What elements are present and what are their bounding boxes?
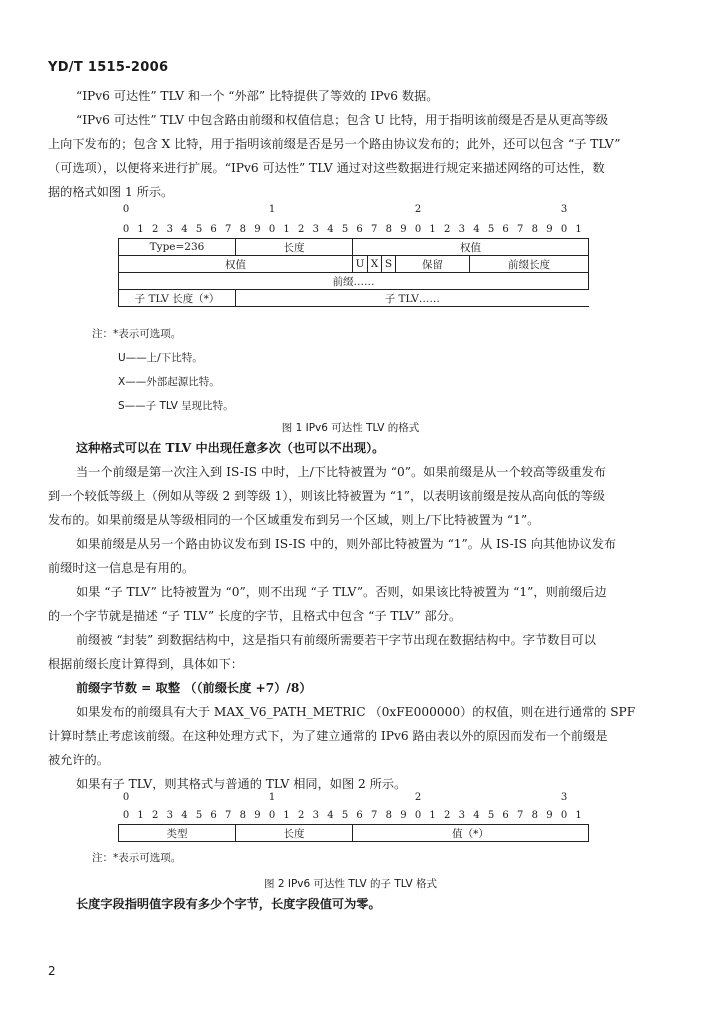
- fig2-note: 注：*表示可选项。: [92, 852, 182, 864]
- fig2-length-field: 长度: [236, 825, 353, 842]
- fig1-ruler-bit-label: 4: [181, 224, 188, 235]
- fig2-ruler-bit-label: 8: [385, 810, 392, 821]
- fig2-ruler-bit-label: 2: [152, 810, 159, 821]
- fig2-ruler-bit-label: 0: [268, 810, 276, 821]
- fig1-bit-ruler-minor: [0, 224, 701, 238]
- formula-line: 前缀字节数 = 取整 （（前缀长度 +7）/8）: [76, 681, 312, 695]
- fig1-ruler-bit-label: 6: [356, 224, 363, 235]
- paragraph-line: 计算时禁止考虑该前缀。在这种处理方式下，为了建立通常的 IPv6 路由表以外的原因而发布一个前缀是: [48, 729, 608, 743]
- paragraph-line: 如果 “子 TLV” 比特被置为 “0”，则不出现 “子 TLV”。否则，如果该比特被置为 “1”，则前缀后边: [76, 585, 607, 599]
- fig1-ruler-bit-label: 2: [298, 224, 305, 235]
- fig2-ruler-tens-label: 3: [560, 792, 568, 803]
- fig1-ruler-bit-label: 7: [371, 224, 378, 235]
- fig2-ruler-bit-label: 5: [341, 810, 349, 821]
- fig1-ruler-tens-label: 1: [268, 204, 276, 215]
- fig1-ruler-bit-label: 1: [575, 224, 582, 235]
- fig1-row-prefix: [119, 273, 589, 290]
- fig1-ruler-bit-label: 7: [517, 224, 524, 235]
- paragraph-line: “IPv6 可达性” TLV 中包含路由前缀和权值信息；包含 U 比特，用于指明该前缀是否是从更高等级: [76, 113, 609, 127]
- fig1-ruler-bit-label: 8: [531, 224, 538, 235]
- fig1-prefix-length-field: 前缀长度: [470, 256, 589, 273]
- fig1-sub-tlv-length-field: 子 TLV 长度（*）: [119, 290, 236, 307]
- fig2-ruler-bit-label: 2: [298, 810, 305, 821]
- fig1-ruler-bit-label: 0: [414, 224, 422, 235]
- fig2-ruler-bit-label: 9: [254, 810, 261, 821]
- fig1-ruler-bit-label: 6: [502, 224, 509, 235]
- fig2-ruler-bit-label: 4: [181, 810, 188, 821]
- fig1-x-bit: X: [368, 256, 382, 273]
- fig2-ruler-bit-label: 1: [283, 810, 290, 821]
- fig1-ruler-bit-label: 5: [195, 224, 203, 235]
- fig1-ruler-bit-label: 6: [210, 224, 217, 235]
- paragraph-line: 据的格式如图 1 所示。: [48, 185, 174, 199]
- paragraph-line: 如果有子 TLV，则其格式与普通的 TLV 相同，如图 2 所示。: [76, 777, 407, 791]
- fig1-ruler-bit-label: 0: [268, 224, 276, 235]
- paragraph-line: 发布的。如果前缀是从等级相同的一个区域重发布到另一个区域，则上/下比特被置为 “1”。: [48, 513, 540, 527]
- paragraph-line: “IPv6 可达性” TLV 和一个 “外部” 比特提供了等效的 IPv6 数据。: [76, 89, 439, 103]
- fig1-ruler-bit-label: 0: [560, 224, 568, 235]
- fig1-row-sub-tlv: [119, 290, 589, 307]
- fig1-row-type-length-metric: [119, 239, 589, 256]
- fig1-ruler-bit-label: 5: [487, 224, 495, 235]
- fig2-ruler-bit-label: 0: [414, 810, 422, 821]
- fig2-ruler-bit-label: 6: [356, 810, 363, 821]
- fig2-bit-ruler-major: [0, 792, 701, 806]
- fig1-ruler-bit-label: 9: [400, 224, 407, 235]
- fig1-ruler-bit-label: 3: [458, 224, 465, 235]
- fig1-ruler-bit-label: 8: [239, 224, 246, 235]
- fig2-ruler-bit-label: 1: [137, 810, 144, 821]
- paragraph-line: 前缀被 “封装” 到数据结构中，这是指只有前缀所需要若干字节出现在数据结构中。字节数目可以: [76, 633, 596, 647]
- fig1-row-metric-flags: [119, 256, 589, 273]
- paragraph-line: 上向下发布的；包含 X 比特，用于指明该前缀是否是另一个路由协议发布的；此外，还可以包含 “子 TLV”: [48, 137, 621, 151]
- paragraph-line: 到一个较低等级上（例如从等级 2 到等级 1），则该比特被置为 “1”，以表明该前缀是按从高向低的等级: [48, 489, 605, 503]
- fig1-ruler-bit-label: 2: [444, 224, 451, 235]
- fig2-ruler-bit-label: 2: [444, 810, 451, 821]
- fig2-ruler-bit-label: 8: [239, 810, 246, 821]
- fig1-prefix-field: 前缀……: [119, 273, 589, 290]
- paragraph-line: 这种格式可以在 TLV 中出现任意多次（也可以不出现）。: [76, 441, 385, 455]
- fig2-sub-tlv-format-table: [118, 824, 589, 842]
- fig2-ruler-bit-label: 9: [546, 810, 553, 821]
- fig2-ruler-bit-label: 8: [531, 810, 538, 821]
- fig2-ruler-bit-label: 4: [473, 810, 480, 821]
- fig1-metric-field-high: 权值: [353, 239, 589, 256]
- fig2-bit-ruler-minor: [0, 810, 701, 824]
- fig1-ruler-bit-label: 3: [312, 224, 319, 235]
- fig2-type-field: 类型: [119, 825, 236, 842]
- fig1-reserved-field: 保留: [396, 256, 470, 273]
- fig1-u-bit: U: [353, 256, 368, 273]
- fig2-ruler-bit-label: 3: [166, 810, 173, 821]
- fig1-ruler-bit-label: 2: [152, 224, 159, 235]
- page-number: 2: [48, 964, 56, 978]
- fig2-ruler-bit-label: 7: [225, 810, 232, 821]
- fig1-ruler-bit-label: 9: [546, 224, 553, 235]
- fig2-row: [119, 825, 589, 842]
- fig1-caption: 图 1 IPv6 可达性 TLV 的格式: [281, 422, 420, 434]
- paragraph-line: 的一个字节就是描述 “子 TLV” 长度的字节，且格式中包含 “子 TLV” 部分。: [48, 609, 462, 623]
- fig2-ruler-bit-label: 1: [429, 810, 436, 821]
- fig2-ruler-bit-label: 1: [575, 810, 582, 821]
- fig2-ruler-bit-label: 3: [312, 810, 319, 821]
- paragraph-line: 前缀时这一信息是有用的。: [48, 561, 195, 575]
- paragraph-line: 被允许的。: [48, 753, 109, 767]
- fig2-ruler-bit-label: 6: [502, 810, 509, 821]
- fig1-ruler-tens-label: 2: [414, 204, 422, 215]
- fig1-ruler-bit-label: 1: [283, 224, 290, 235]
- fig2-ruler-tens-label: 0: [122, 792, 130, 803]
- fig1-ruler-bit-label: 9: [254, 224, 261, 235]
- fig2-value-field: 值（*）: [353, 825, 589, 842]
- fig1-sub-tlv-field: 子 TLV……: [236, 290, 589, 307]
- fig1-note-u: U——上/下比特。: [118, 352, 203, 364]
- fig1-ruler-bit-label: 8: [385, 224, 392, 235]
- fig2-ruler-bit-label: 5: [195, 810, 203, 821]
- fig2-ruler-bit-label: 3: [458, 810, 465, 821]
- fig1-ruler-bit-label: 3: [166, 224, 173, 235]
- paragraph-line: 长度字段指明值字段有多少个字节，长度字段值可为零。: [76, 897, 381, 911]
- paragraph-line: 如果发布的前缀具有大于 MAX_V6_PATH_METRIC （0xFE000000）的权值，则在进行通常的 SPF: [76, 705, 636, 719]
- fig2-ruler-bit-label: 0: [122, 810, 130, 821]
- fig2-ruler-tens-label: 2: [414, 792, 422, 803]
- fig1-bit-ruler-major: [0, 204, 701, 218]
- paragraph-line: 当一个前缀是第一次注入到 IS-IS 中时，上/下比特被置为 “0”。如果前缀是从一个较高等级重发布: [76, 465, 606, 479]
- fig2-ruler-bit-label: 6: [210, 810, 217, 821]
- fig1-ruler-bit-label: 1: [137, 224, 144, 235]
- fig2-ruler-bit-label: 5: [487, 810, 495, 821]
- fig2-ruler-bit-label: 9: [400, 810, 407, 821]
- fig1-note-s: S——子 TLV 呈现比特。: [118, 400, 234, 412]
- fig1-ruler-bit-label: 0: [122, 224, 130, 235]
- fig1-ruler-tens-label: 3: [560, 204, 568, 215]
- fig1-s-bit: S: [382, 256, 396, 273]
- fig2-ruler-bit-label: 0: [560, 810, 568, 821]
- fig1-tlv-format-table: [118, 238, 589, 307]
- fig1-ruler-tens-label: 0: [122, 204, 130, 215]
- paragraph-line: （可选项），以便将来进行扩展。“IPv6 可达性” TLV 通过对这些数据进行规定来描述网络的可达性，数: [48, 161, 605, 175]
- fig1-type-field: Type=236: [119, 239, 236, 256]
- fig2-caption: 图 2 IPv6 可达性 TLV 的子 TLV 格式: [264, 878, 437, 890]
- paragraph-line: 根据前缀长度计算得到，具体如下：: [48, 657, 243, 671]
- fig1-ruler-bit-label: 5: [341, 224, 349, 235]
- fig2-ruler-bit-label: 7: [371, 810, 378, 821]
- fig1-length-field: 长度: [236, 239, 353, 256]
- fig1-note-title: 注：*表示可选项。: [92, 328, 182, 340]
- fig2-ruler-tens-label: 1: [268, 792, 276, 803]
- document-header: YD/T 1515-2006: [48, 60, 169, 75]
- paragraph-line: 如果前缀是从另一个路由协议发布到 IS-IS 中的，则外部比特被置为 “1”。从 IS-IS 向其他协议发布: [76, 537, 617, 551]
- fig1-metric-field-low: 权值: [119, 256, 353, 273]
- fig1-note-x: X——外部起源比特。: [118, 376, 220, 388]
- fig1-ruler-bit-label: 7: [225, 224, 232, 235]
- fig2-ruler-bit-label: 4: [327, 810, 334, 821]
- fig1-ruler-bit-label: 1: [429, 224, 436, 235]
- fig1-ruler-bit-label: 4: [473, 224, 480, 235]
- fig2-ruler-bit-label: 7: [517, 810, 524, 821]
- fig1-ruler-bit-label: 4: [327, 224, 334, 235]
